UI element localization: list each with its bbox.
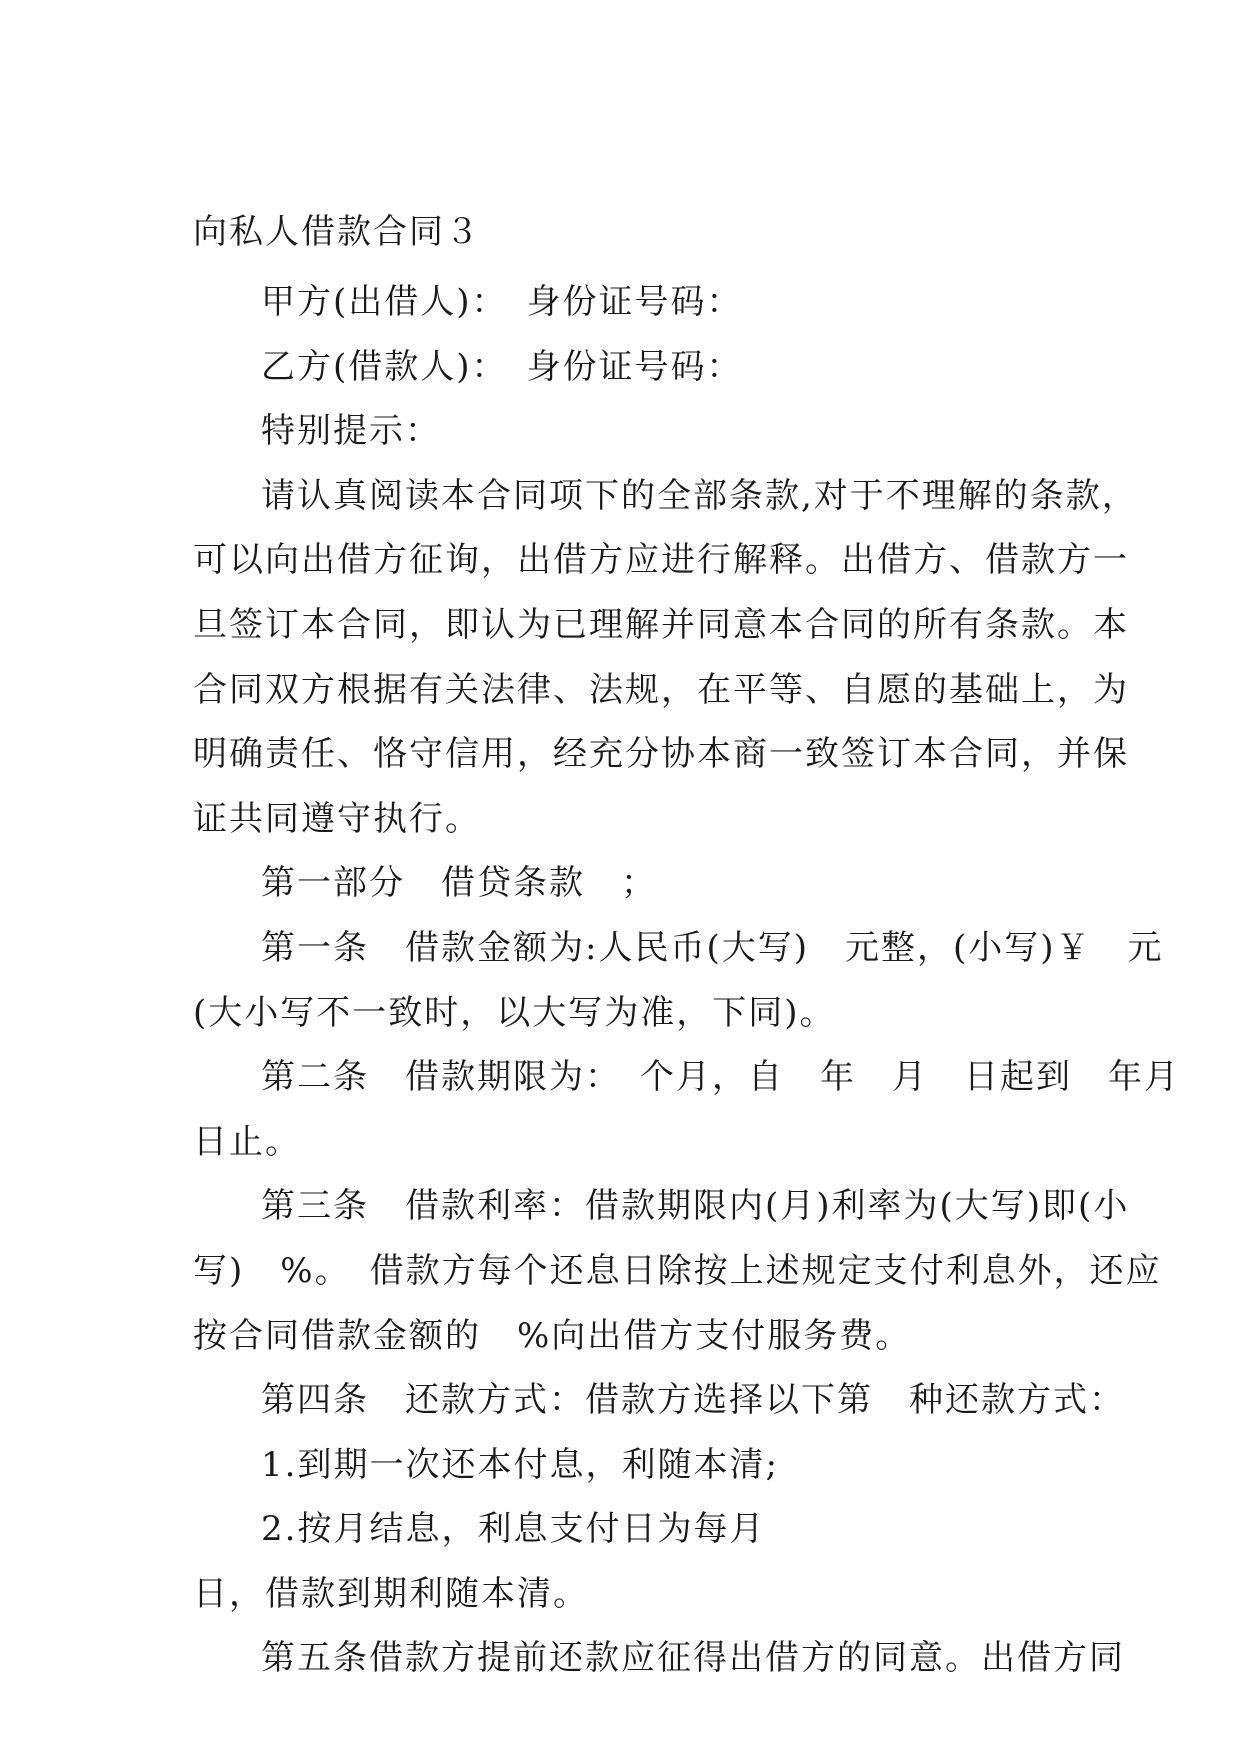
text-line: 写) %。 借款方每个还息日除按上述规定支付利息外，还应 <box>193 1250 1162 1291</box>
text-line: 明确责任、恪守信用，经充分协本商一致签订本合同，并保 <box>193 734 1129 775</box>
text-line: 2.按月结息，利息支付日为每月 <box>261 1509 766 1550</box>
text-line: 可以向出借方征询，出借方应进行解释。出借方、借款方一 <box>193 540 1129 581</box>
text-line: 证共同遵守执行。 <box>193 798 481 839</box>
text-line: 第五条借款方提前还款应征得出借方的同意。出借方同 <box>261 1638 1125 1679</box>
text-line: 按合同借款金额的 %向出借方支付服务费。 <box>193 1315 912 1356</box>
document-title: 向私人借款合同３ <box>193 212 481 252</box>
text-line: 第三条 借款利率：借款期限内(月)利率为(大写)即(小 <box>261 1186 1130 1227</box>
document-lines <box>193 270 1180 1691</box>
text-line: 日止。 <box>193 1121 301 1162</box>
text-line: 乙方(借款人)： 身份证号码： <box>261 346 743 387</box>
text-line: 第一部分 借贷条款 ； <box>261 863 657 904</box>
text-line: 请认真阅读本合同项下的全部条款,对于不理解的条款， <box>261 475 1138 516</box>
text-line: 甲方(出借人)： 身份证号码： <box>261 282 743 322</box>
text-line: 第四条 还款方式：借款方选择以下第 种还款方式： <box>261 1380 1125 1421</box>
text-line: 合同双方根据有关法律、法规，在平等、自愿的基础上，为 <box>193 669 1129 710</box>
document-body <box>193 212 1180 1691</box>
text-line: 第一条 借款金额为:人民币(大写) 元整，(小写)￥ 元 <box>261 927 1164 968</box>
text-line: 旦签订本合同，即认为已理解并同意本合同的所有条款。本 <box>193 604 1129 645</box>
text-line: 特别提示： <box>261 411 441 452</box>
text-line: (大小写不一致时，以大写为准，下同)。 <box>193 992 836 1033</box>
text-line: 1.到期一次还本付息，利随本清; <box>261 1444 779 1485</box>
text-line: 第二条 借款期限为： 个月，自 年 月 日起到 年月 <box>261 1057 1180 1098</box>
text-line: 日，借款到期利随本清。 <box>193 1573 589 1614</box>
